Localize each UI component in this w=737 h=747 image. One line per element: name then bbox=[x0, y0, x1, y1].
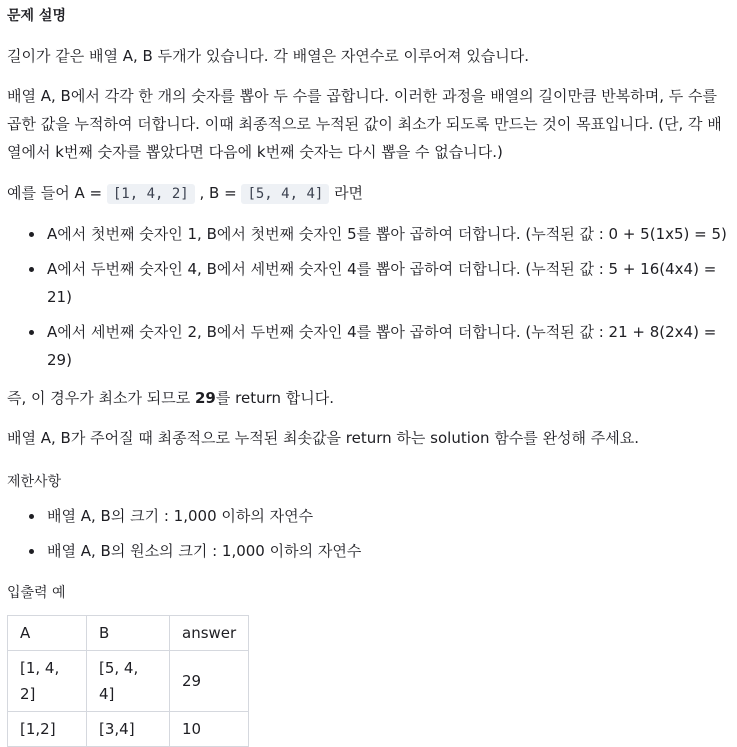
io-heading: 입출력 예 bbox=[7, 585, 66, 601]
list-item: • A에서 두번째 숫자인 4, B에서 세번째 숫자인 4를 뽑아 곱하여 더합니다. (누적된 값 : 5 + 16(4x4) = 21) bbox=[45, 255, 729, 311]
table-cell: [1, 4, 2] bbox=[8, 651, 87, 712]
table-header-cell: answer bbox=[170, 616, 249, 651]
constraints-list bbox=[7, 502, 729, 565]
list-item: • A에서 세번째 숫자인 2, B에서 두번째 숫자인 4를 뽑아 곱하여 더합니다. (누적된 값 : 21 + 8(2x4) = 29) bbox=[45, 318, 729, 374]
task-statement: 배열 A, B가 주어질 때 최종적으로 누적된 최솟값을 return 하는 solution 함수를 완성해 주세요. bbox=[7, 429, 640, 447]
code-array-a: [1, 4, 2] bbox=[107, 184, 195, 204]
table-row bbox=[8, 712, 249, 747]
table-header-cell: A bbox=[8, 616, 87, 651]
example-suffix: 라면 bbox=[329, 184, 364, 202]
table-cell: [1,2] bbox=[8, 712, 87, 747]
conclusion bbox=[7, 384, 729, 412]
section-heading: 문제 설명 bbox=[7, 8, 66, 24]
table-cell: [3,4] bbox=[87, 712, 170, 747]
example-prefix: 예를 들어 A = bbox=[7, 184, 107, 202]
list-item: • A에서 첫번째 숫자인 1, B에서 첫번째 숫자인 5를 뽑아 곱하여 더합니다. (누적된 값 : 0 + 5(1x5) = 5) bbox=[45, 220, 729, 248]
code-array-b: [5, 4, 4] bbox=[241, 184, 329, 204]
step-list bbox=[7, 220, 729, 374]
example-line bbox=[7, 179, 729, 208]
example-middle: , B = bbox=[194, 184, 242, 202]
paragraph-rules: 배열 A, B에서 각각 한 개의 숫자를 뽑아 두 수를 곱합니다. 이러한 과정을 배열의 길이만큼 반복하며, 두 수를 곱한 값을 누적하여 더합니다. 이때 최종적으로 누적된 값이 최소가 되도록 만드는 것이 목표입니다. (단, 각 배열에서 k번째 숫자를 뽑았다면 다음에 k번째 숫자는 다시 뽑을 수 없습니다.) bbox=[7, 87, 722, 161]
table-header-cell: B bbox=[87, 616, 170, 651]
conclusion-prefix: 즉, 이 경우가 최소가 되므로 bbox=[7, 389, 195, 407]
conclusion-answer: 29 bbox=[195, 389, 216, 407]
table-header-row bbox=[8, 616, 249, 651]
table-cell: 29 bbox=[170, 651, 249, 712]
list-item: • 배열 A, B의 크기 : 1,000 이하의 자연수 bbox=[45, 502, 729, 530]
constraints-heading: 제한사항 bbox=[7, 474, 62, 490]
io-table bbox=[7, 615, 249, 747]
table-cell: 10 bbox=[170, 712, 249, 747]
list-item: • 배열 A, B의 원소의 크기 : 1,000 이하의 자연수 bbox=[45, 537, 729, 565]
paragraph-intro: 길이가 같은 배열 A, B 두개가 있습니다. 각 배열은 자연수로 이루어져 있습니다. bbox=[7, 47, 530, 65]
table-row bbox=[8, 651, 249, 712]
table-cell: [5, 4, 4] bbox=[87, 651, 170, 712]
conclusion-suffix: 를 return 합니다. bbox=[215, 389, 335, 407]
